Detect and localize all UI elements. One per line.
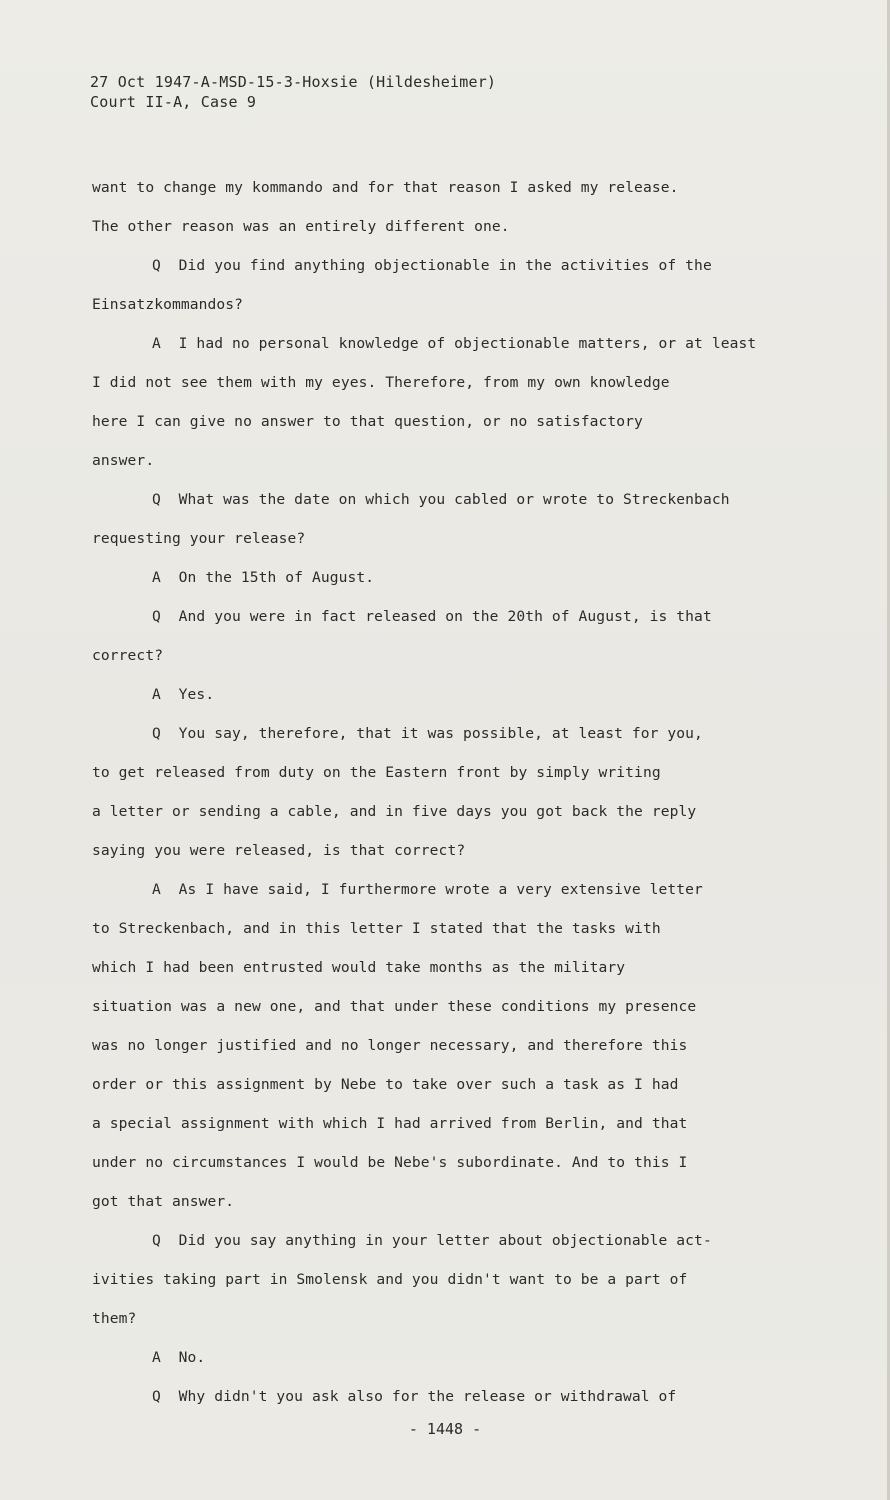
transcript-line: A I had no personal knowledge of objectionable matters, or at least [152, 335, 757, 352]
transcript-line: saying you were released, is that correct? [92, 842, 466, 859]
transcript-line: Q Did you find anything objectionable in the activities of the [152, 257, 712, 274]
transcript-line: which I had been entrusted would take months as the military [92, 959, 626, 976]
header-date-line: 27 Oct 1947-A-MSD-15-3-Hoxsie (Hildesheimer) [90, 73, 497, 91]
transcript-line: them? [92, 1310, 137, 1327]
transcript-line: I did not see them with my eyes. Therefore, from my own knowledge [92, 374, 670, 391]
transcript-line: under no circumstances I would be Nebe's subordinate. And to this I [92, 1154, 688, 1171]
transcript-line: to get released from duty on the Eastern front by simply writing [92, 764, 661, 781]
transcript-line: was no longer justified and no longer necessary, and therefore this [92, 1037, 688, 1054]
transcript-line: situation was a new one, and that under these conditions my presence [92, 998, 697, 1015]
transcript-line: want to change my kommando and for that reason I asked my release. [92, 179, 679, 196]
transcript-line: order or this assignment by Nebe to take over such a task as I had [92, 1076, 679, 1093]
header-court-line: Court II-A, Case 9 [90, 93, 257, 111]
transcript-line: Q Why didn't you ask also for the release or withdrawal of [152, 1388, 677, 1405]
transcript-line: answer. [92, 452, 155, 469]
transcript-line: The other reason was an entirely different one. [92, 218, 510, 235]
transcript-line: correct? [92, 647, 164, 664]
transcript-line: a letter or sending a cable, and in five days you got back the reply [92, 803, 697, 820]
page-number: - 1448 - [408, 1420, 482, 1438]
transcript-line: Q Did you say anything in your letter about objectionable act- [152, 1232, 712, 1249]
transcript-line: requesting your release? [92, 530, 306, 547]
transcript-line: A As I have said, I furthermore wrote a very extensive letter [152, 881, 703, 898]
transcript-line: A Yes. [152, 686, 215, 703]
transcript-line: to Streckenbach, and in this letter I stated that the tasks with [92, 920, 661, 937]
transcript-line: here I can give no answer to that question, or no satisfactory [92, 413, 643, 430]
document-header [90, 72, 496, 112]
transcript-line: A No. [152, 1349, 206, 1366]
transcript-line: Q And you were in fact released on the 20th of August, is that [152, 608, 712, 625]
transcript-line: Einsatzkommandos? [92, 296, 244, 313]
transcript-body [92, 168, 822, 1416]
transcript-line: Q What was the date on which you cabled or wrote to Streckenbach [152, 491, 730, 508]
transcript-line: A On the 15th of August. [152, 569, 375, 586]
transcript-line: Q You say, therefore, that it was possible, at least for you, [152, 725, 703, 742]
transcript-line: a special assignment with which I had arrived from Berlin, and that [92, 1115, 688, 1132]
transcript-line: ivities taking part in Smolensk and you didn't want to be a part of [92, 1271, 688, 1288]
transcript-line: got that answer. [92, 1193, 235, 1210]
